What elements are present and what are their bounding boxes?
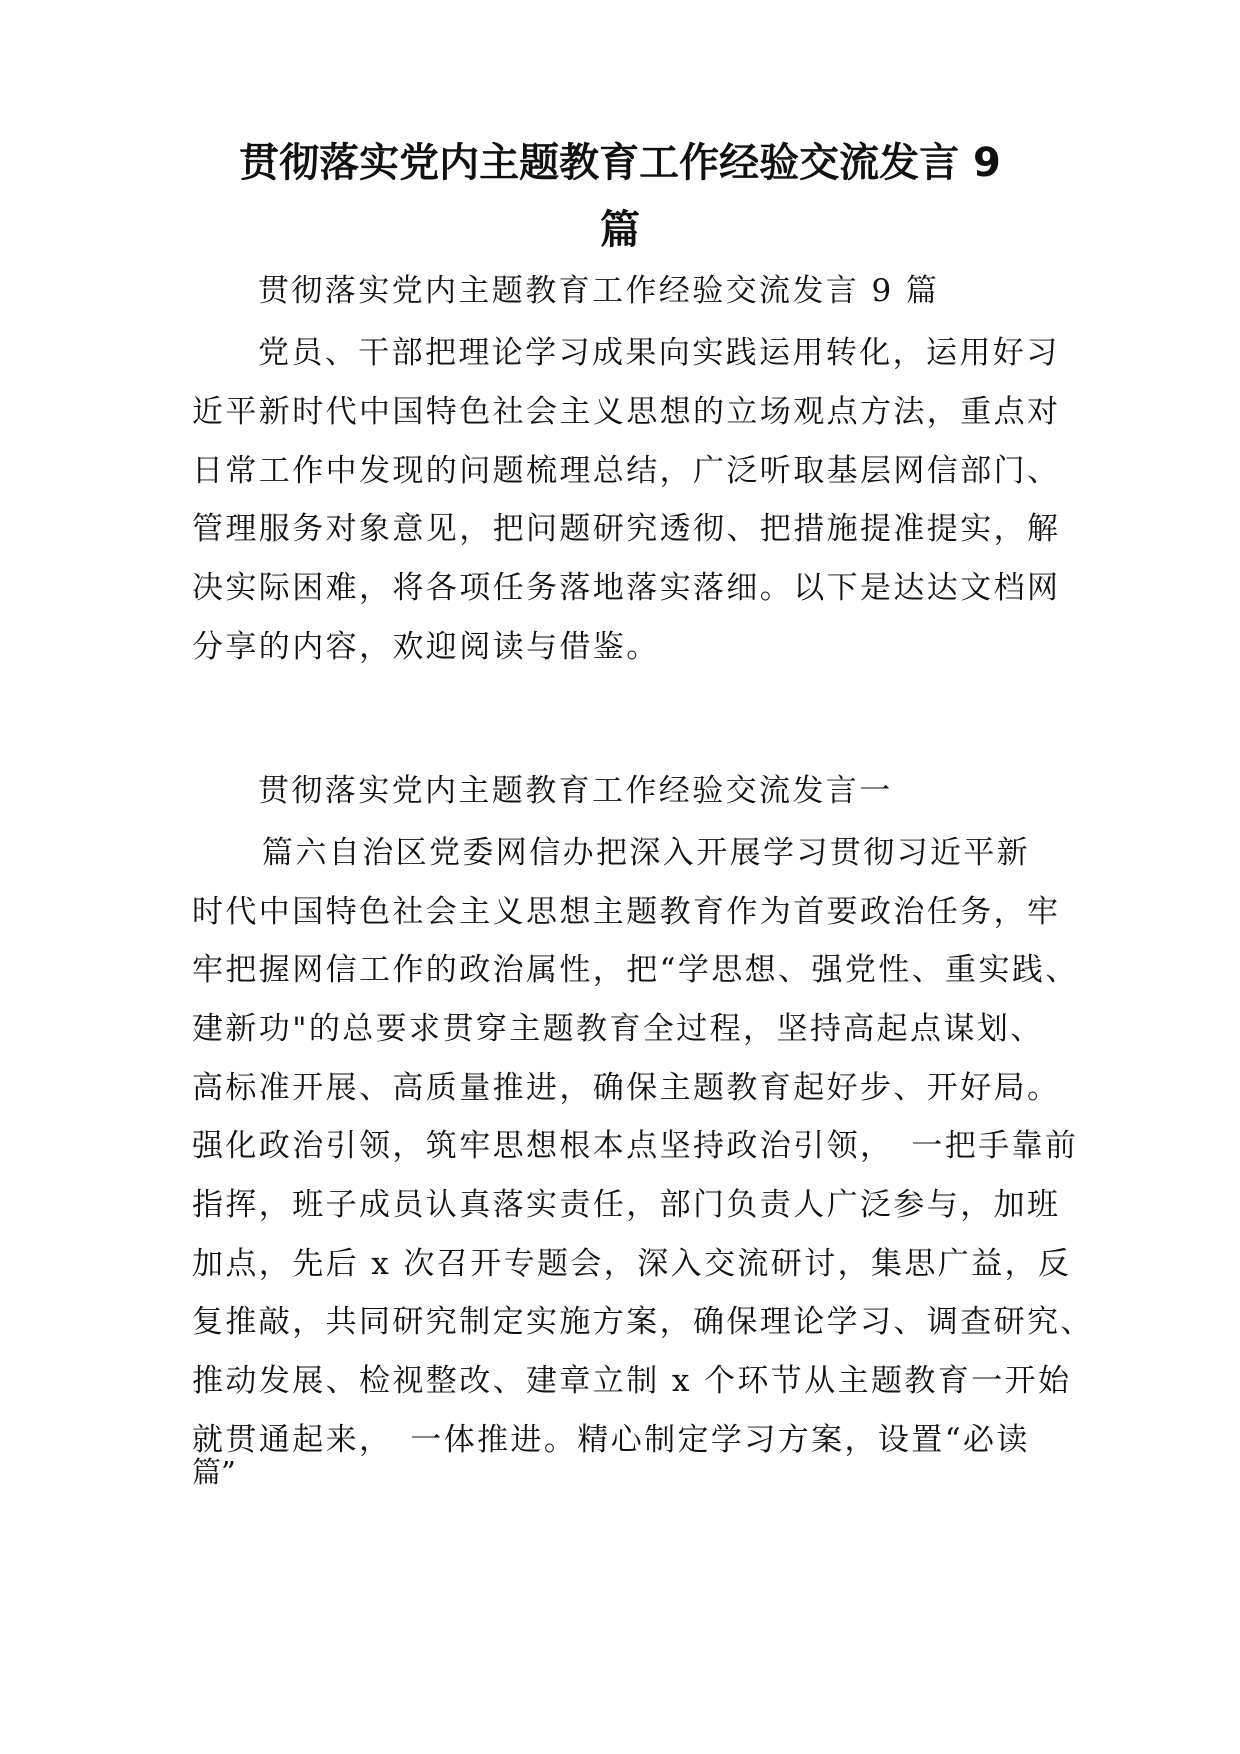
document-title-line-1: 贯彻落实党内主题教育工作经验交流发言 9 bbox=[239, 140, 1001, 186]
intro-line: 近平新时代中国特色社会主义思想的立场观点方法，重点对 bbox=[192, 394, 1061, 430]
intro-line: 决实际困难，将各项任务落地落实落细。以下是达达文档网 bbox=[192, 570, 1061, 606]
body-line: 就贯通起来， 一体推进。精心制定学习方案，设置“必读 bbox=[192, 1422, 1030, 1458]
body-line: 强化政治引领，筑牢思想根本点坚持政治引领， 一把手靠前 bbox=[192, 1128, 1079, 1164]
document-subtitle: 贯彻落实党内主题教育工作经验交流发言 9 篇 bbox=[258, 273, 940, 309]
section-heading: 贯彻落实党内主题教育工作经验交流发言一 bbox=[258, 773, 893, 809]
intro-line: 管理服务对象意见，把问题研究透彻、把措施提准提实，解 bbox=[192, 511, 1061, 547]
intro-line: 党员、干部把理论学习成果向实践运用转化，运用好习 bbox=[258, 335, 1060, 371]
intro-line: 分享的内容，欢迎阅读与借鉴。 bbox=[192, 629, 660, 665]
body-line: 复推敲，共同研究制定实施方案，确保理论学习、调查研究、 bbox=[192, 1304, 1094, 1340]
body-line: 指挥，班子成员认真落实责任，部门负责人广泛参与，加班 bbox=[192, 1187, 1061, 1223]
body-line: 篇六自治区党委网信办把深入开展学习贯彻习近平新 bbox=[262, 835, 1031, 871]
body-line: 时代中国特色社会主义思想主题教育作为首要政治任务，牢 bbox=[192, 894, 1061, 930]
intro-line: 日常工作中发现的问题梳理总结，广泛听取基层网信部门、 bbox=[192, 453, 1061, 489]
document-title-line-2: 篇 bbox=[600, 207, 640, 253]
body-line: 建新功"的总要求贯穿主题教育全过程，坚持高起点谋划、 bbox=[192, 1011, 1044, 1047]
body-line: 推动发展、检视整改、建章立制 x 个环节从主题教育一开始 bbox=[192, 1363, 1072, 1399]
body-line: 加点，先后 x 次召开专题会，深入交流研讨，集思广益，反 bbox=[192, 1246, 1072, 1282]
body-line: 高标准开展、高质量推进，确保主题教育起好步、开好局。 bbox=[192, 1070, 1061, 1106]
body-line: 牢把握网信工作的政治属性，把“学思想、强党性、重实践、 bbox=[192, 952, 1079, 988]
body-tail: 篇” bbox=[192, 1455, 236, 1489]
